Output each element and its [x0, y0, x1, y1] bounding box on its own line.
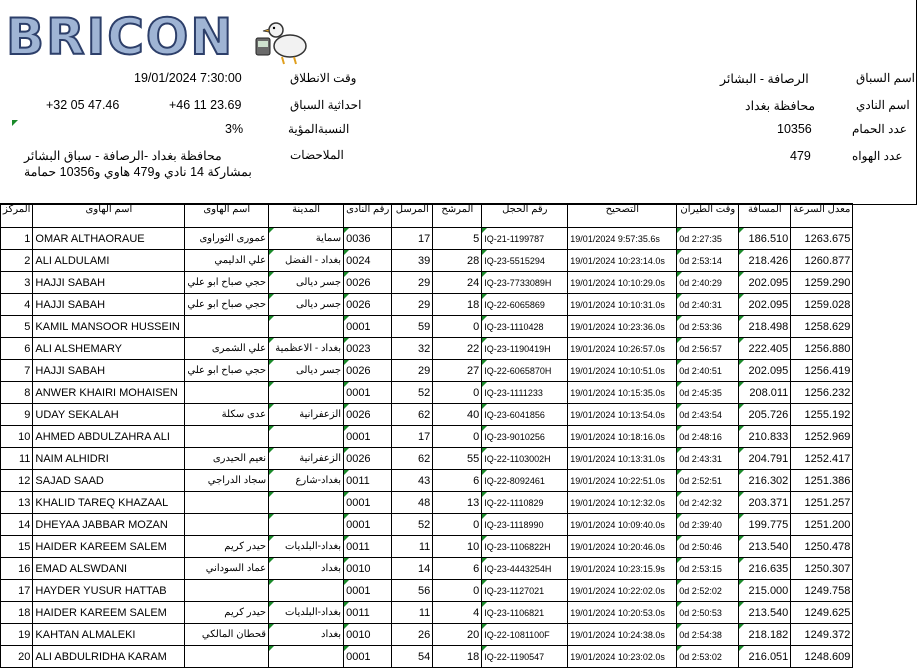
cell-fancier-ar — [185, 580, 269, 602]
cell-ring-no: IQ-23-1111233 — [482, 382, 568, 404]
cell-nominated: 22 — [433, 338, 482, 360]
cell-ring-no: IQ-22-1103002H — [482, 448, 568, 470]
cell-nominated: 55 — [433, 448, 482, 470]
cell-flight-time: 0d 2:42:32 — [677, 492, 739, 514]
cell-fancier-ar — [185, 426, 269, 448]
cell-speed: 1263.675 — [791, 228, 853, 250]
race-name-value: الرصافة - البشائر — [720, 72, 809, 86]
cell-nominated: 0 — [433, 514, 482, 536]
cell-rank: 13 — [1, 492, 33, 514]
cell-fancier-ar: عماد السوداني — [185, 558, 269, 580]
cell-speed: 1259.028 — [791, 294, 853, 316]
cell-flight-time: 0d 2:40:31 — [677, 294, 739, 316]
cell-fancier-en: HAIDER KAREEM SALEM — [33, 536, 185, 558]
cell-distance: 202.095 — [739, 272, 791, 294]
cell-rank: 18 — [1, 602, 33, 624]
cell-city — [269, 580, 344, 602]
cell-rank: 4 — [1, 294, 33, 316]
cell-fancier-ar: حيدر كريم — [185, 536, 269, 558]
cell-speed: 1256.880 — [791, 338, 853, 360]
cell-fancier-ar: عمورى الثوراوى — [185, 228, 269, 250]
cell-arrival-time: 19/01/2024 9:57:35.6s — [568, 228, 677, 250]
percent-label: النسبةالمؤية — [288, 122, 350, 136]
cell-rank: 9 — [1, 404, 33, 426]
cell-distance: 218.182 — [739, 624, 791, 646]
cell-distance: 199.775 — [739, 514, 791, 536]
cell-flight-time: 0d 2:43:31 — [677, 448, 739, 470]
cell-flight-time: 0d 2:53:15 — [677, 558, 739, 580]
cell-fancier-en: SAJAD SAAD — [33, 470, 185, 492]
cell-ring-no: IQ-23-1118990 — [482, 514, 568, 536]
marker-icon — [12, 120, 18, 126]
pigeon-clock-icon — [252, 8, 310, 66]
column-header-flight-time: وقت الطيران — [677, 204, 739, 228]
cell-club-no: 0026 — [344, 272, 392, 294]
cell-ring-no: IQ-23-1106822H — [482, 536, 568, 558]
cell-rank: 6 — [1, 338, 33, 360]
cell-ring-no: IQ-23-7733089H — [482, 272, 568, 294]
cell-nominated: 6 — [433, 470, 482, 492]
cell-fancier-ar — [185, 514, 269, 536]
column-header-nominated: المرشح — [433, 204, 482, 228]
cell-club-no: 0001 — [344, 492, 392, 514]
start-time-value: 19/01/2024 7:30:00 — [134, 71, 242, 85]
cell-fancier-en: ALI ABDULRIDHA KARAM — [33, 646, 185, 668]
cell-fancier-en: AHMED ABDULZAHRA ALI — [33, 426, 185, 448]
cell-sent: 11 — [392, 602, 433, 624]
cell-nominated: 4 — [433, 602, 482, 624]
cell-fancier-en: HAJJI SABAH — [33, 294, 185, 316]
table-header-row — [1, 204, 853, 228]
cell-distance: 215.000 — [739, 580, 791, 602]
cell-club-no: 0026 — [344, 294, 392, 316]
cell-arrival-time: 19/01/2024 10:20:53.0s — [568, 602, 677, 624]
cell-rank: 14 — [1, 514, 33, 536]
fancier-count-value: 479 — [790, 149, 811, 163]
cell-club-no: 0026 — [344, 404, 392, 426]
cell-ring-no: IQ-23-5515294 — [482, 250, 568, 272]
results-table — [0, 203, 853, 668]
cell-speed: 1260.877 — [791, 250, 853, 272]
table-row — [1, 338, 853, 360]
cell-ring-no: IQ-23-9010256 — [482, 426, 568, 448]
cell-nominated: 0 — [433, 316, 482, 338]
pigeon-count-label: عدد الحمام — [852, 122, 907, 136]
cell-distance: 208.011 — [739, 382, 791, 404]
cell-club-no: 0024 — [344, 250, 392, 272]
cell-flight-time: 0d 2:52:51 — [677, 470, 739, 492]
cell-club-no: 0011 — [344, 536, 392, 558]
cell-fancier-ar: حجي صباح ابو علي — [185, 294, 269, 316]
cell-fancier-ar — [185, 316, 269, 338]
cell-ring-no: IQ-22-6065870H — [482, 360, 568, 382]
table-row — [1, 646, 853, 668]
cell-city: بغداد - الفضل — [269, 250, 344, 272]
cell-ring-no: IQ-23-1127021 — [482, 580, 568, 602]
cell-speed: 1248.609 — [791, 646, 853, 668]
cell-fancier-en: ALI ALDULAMI — [33, 250, 185, 272]
table-row — [1, 514, 853, 536]
table-row — [1, 580, 853, 602]
cell-fancier-en: HAJJI SABAH — [33, 272, 185, 294]
coord-2: +32 05 47.46 — [46, 98, 120, 112]
cell-distance: 213.540 — [739, 602, 791, 624]
cell-club-no: 0001 — [344, 580, 392, 602]
cell-ring-no: IQ-21-1199787 — [482, 228, 568, 250]
cell-nominated: 18 — [433, 294, 482, 316]
cell-fancier-en: EMAD ALSWDANI — [33, 558, 185, 580]
cell-club-no: 0011 — [344, 602, 392, 624]
cell-ring-no: IQ-22-1081100F — [482, 624, 568, 646]
cell-rank: 8 — [1, 382, 33, 404]
bricon-logo — [6, 8, 306, 66]
cell-sent: 29 — [392, 294, 433, 316]
cell-distance: 205.726 — [739, 404, 791, 426]
cell-arrival-time: 19/01/2024 10:23:36.0s — [568, 316, 677, 338]
race-name-label: اسم السباق — [856, 71, 915, 85]
cell-distance: 202.095 — [739, 294, 791, 316]
cell-speed: 1256.419 — [791, 360, 853, 382]
cell-city: الزعفرانية — [269, 448, 344, 470]
cell-distance: 222.405 — [739, 338, 791, 360]
cell-flight-time: 0d 2:50:46 — [677, 536, 739, 558]
cell-city: جسر ديالى — [269, 360, 344, 382]
cell-speed: 1258.629 — [791, 316, 853, 338]
cell-sent: 29 — [392, 272, 433, 294]
column-header-distance: المسافة — [739, 204, 791, 228]
percent-value: 3% — [225, 122, 244, 136]
cell-club-no: 0010 — [344, 624, 392, 646]
cell-nominated: 27 — [433, 360, 482, 382]
cell-speed: 1249.758 — [791, 580, 853, 602]
cell-fancier-en: ANWER KHAIRI MOHAISEN — [33, 382, 185, 404]
cell-nominated: 10 — [433, 536, 482, 558]
cell-rank: 16 — [1, 558, 33, 580]
cell-sent: 48 — [392, 492, 433, 514]
cell-club-no: 0036 — [344, 228, 392, 250]
cell-arrival-time: 19/01/2024 10:10:31.0s — [568, 294, 677, 316]
cell-flight-time: 0d 2:48:16 — [677, 426, 739, 448]
cell-fancier-en: ALI ALSHEMARY — [33, 338, 185, 360]
cell-speed: 1255.192 — [791, 404, 853, 426]
table-row — [1, 294, 853, 316]
cell-city — [269, 316, 344, 338]
cell-sent: 39 — [392, 250, 433, 272]
cell-fancier-en: OMAR ALTHAORAUE — [33, 228, 185, 250]
cell-fancier-ar: علي الشمرى — [185, 338, 269, 360]
table-row — [1, 492, 853, 514]
cell-sent: 43 — [392, 470, 433, 492]
cell-fancier-ar — [185, 646, 269, 668]
cell-fancier-ar: سجاد الدراجي — [185, 470, 269, 492]
column-header-fancier-en: اسم الهاوى — [33, 204, 185, 228]
cell-speed: 1259.290 — [791, 272, 853, 294]
cell-ring-no: IQ-23-4443254H — [482, 558, 568, 580]
cell-nominated: 18 — [433, 646, 482, 668]
table-row — [1, 602, 853, 624]
column-header-club-no: رقم النادى — [344, 204, 392, 228]
cell-arrival-time: 19/01/2024 10:13:31.0s — [568, 448, 677, 470]
cell-sent: 52 — [392, 382, 433, 404]
cell-city — [269, 646, 344, 668]
cell-flight-time: 0d 2:53:36 — [677, 316, 739, 338]
cell-sent: 62 — [392, 404, 433, 426]
cell-arrival-time: 19/01/2024 10:24:38.0s — [568, 624, 677, 646]
cell-city: الزعفرانية — [269, 404, 344, 426]
cell-arrival-time: 19/01/2024 10:23:15.9s — [568, 558, 677, 580]
cell-ring-no: IQ-23-1190419H — [482, 338, 568, 360]
cell-flight-time: 0d 2:52:02 — [677, 580, 739, 602]
cell-distance: 216.635 — [739, 558, 791, 580]
cell-arrival-time: 19/01/2024 10:10:29.0s — [568, 272, 677, 294]
cell-fancier-ar: قحطان المالكي — [185, 624, 269, 646]
cell-flight-time: 0d 2:39:40 — [677, 514, 739, 536]
cell-distance: 213.540 — [739, 536, 791, 558]
cell-nominated: 5 — [433, 228, 482, 250]
notes-label: الملاحضات — [290, 148, 344, 162]
cell-ring-no: IQ-23-6041856 — [482, 404, 568, 426]
cell-sent: 62 — [392, 448, 433, 470]
table-row — [1, 382, 853, 404]
cell-rank: 15 — [1, 536, 33, 558]
cell-club-no: 0026 — [344, 448, 392, 470]
cell-speed: 1250.307 — [791, 558, 853, 580]
cell-distance: 216.302 — [739, 470, 791, 492]
cell-distance: 202.095 — [739, 360, 791, 382]
cell-club-no: 0023 — [344, 338, 392, 360]
table-row — [1, 470, 853, 492]
cell-fancier-en: KAHTAN ALMALEKI — [33, 624, 185, 646]
coord-1: +46 11 23.69 — [169, 98, 242, 112]
cell-rank: 2 — [1, 250, 33, 272]
cell-flight-time: 0d 2:40:29 — [677, 272, 739, 294]
cell-ring-no: IQ-22-1110829 — [482, 492, 568, 514]
cell-city — [269, 492, 344, 514]
cell-flight-time: 0d 2:43:54 — [677, 404, 739, 426]
notes-value: محافظة بغداد -الرصافة - سباق البشائر بمشاركة 14 نادي و479 هاوي و10356 حمامة — [24, 149, 252, 179]
cell-speed: 1250.478 — [791, 536, 853, 558]
cell-fancier-ar: حيدر كريم — [185, 602, 269, 624]
cell-fancier-en: UDAY SEKALAH — [33, 404, 185, 426]
pigeon-count-value: 10356 — [777, 122, 812, 136]
column-header-sent: المرسل — [392, 204, 433, 228]
cell-club-no: 0001 — [344, 316, 392, 338]
cell-nominated: 0 — [433, 426, 482, 448]
cell-city: بغداد — [269, 558, 344, 580]
cell-fancier-ar: نعيم الحيدرى — [185, 448, 269, 470]
cell-fancier-ar — [185, 382, 269, 404]
cell-ring-no: IQ-23-1106821 — [482, 602, 568, 624]
cell-sent: 26 — [392, 624, 433, 646]
cell-sent: 14 — [392, 558, 433, 580]
cell-sent: 17 — [392, 426, 433, 448]
table-row — [1, 360, 853, 382]
cell-rank: 20 — [1, 646, 33, 668]
cell-sent: 52 — [392, 514, 433, 536]
cell-speed: 1251.200 — [791, 514, 853, 536]
table-row — [1, 272, 853, 294]
cell-distance: 218.498 — [739, 316, 791, 338]
cell-club-no: 0001 — [344, 646, 392, 668]
cell-fancier-ar: عدى سكلة — [185, 404, 269, 426]
club-name-label: اسم النادي — [856, 98, 910, 112]
cell-city — [269, 514, 344, 536]
cell-fancier-en: NAIM ALHIDRI — [33, 448, 185, 470]
cell-nominated: 13 — [433, 492, 482, 514]
cell-club-no: 0011 — [344, 470, 392, 492]
start-time-label: وقت الانطلاق — [290, 71, 357, 85]
cell-city: جسر ديالى — [269, 294, 344, 316]
cell-distance: 218.426 — [739, 250, 791, 272]
cell-club-no: 0010 — [344, 558, 392, 580]
cell-speed: 1256.232 — [791, 382, 853, 404]
cell-flight-time: 0d 2:45:35 — [677, 382, 739, 404]
cell-nominated: 28 — [433, 250, 482, 272]
cell-flight-time: 0d 2:56:57 — [677, 338, 739, 360]
cell-flight-time: 0d 2:40:51 — [677, 360, 739, 382]
cell-flight-time: 0d 2:27:35 — [677, 228, 739, 250]
cell-club-no: 0026 — [344, 360, 392, 382]
cell-arrival-time: 19/01/2024 10:23:02.0s — [568, 646, 677, 668]
cell-city: بغداد - الاعظمية — [269, 338, 344, 360]
cell-arrival-time: 19/01/2024 10:12:32.0s — [568, 492, 677, 514]
cell-ring-no: IQ-23-1110428 — [482, 316, 568, 338]
cell-fancier-en: DHEYAA JABBAR MOZAN — [33, 514, 185, 536]
table-row — [1, 624, 853, 646]
cell-sent: 11 — [392, 536, 433, 558]
cell-city — [269, 382, 344, 404]
cell-fancier-en: KAMIL MANSOOR HUSSEIN — [33, 316, 185, 338]
cell-distance: 204.791 — [739, 448, 791, 470]
column-header-city: المدينة — [269, 204, 344, 228]
cell-rank: 7 — [1, 360, 33, 382]
cell-fancier-ar: علي الدليمي — [185, 250, 269, 272]
cell-arrival-time: 19/01/2024 10:15:35.0s — [568, 382, 677, 404]
brand-text: BRICON — [6, 8, 235, 66]
cell-arrival-time: 19/01/2024 10:26:57.0s — [568, 338, 677, 360]
column-header-rank: المركز — [1, 204, 33, 228]
cell-ring-no: IQ-22-8092461 — [482, 470, 568, 492]
cell-rank: 10 — [1, 426, 33, 448]
cell-speed: 1249.372 — [791, 624, 853, 646]
cell-rank: 11 — [1, 448, 33, 470]
cell-nominated: 24 — [433, 272, 482, 294]
cell-distance: 216.051 — [739, 646, 791, 668]
table-row — [1, 448, 853, 470]
table-row — [1, 316, 853, 338]
cell-sent: 59 — [392, 316, 433, 338]
column-header-fancier-ar: اسم الهاوى — [185, 204, 269, 228]
cell-club-no: 0001 — [344, 382, 392, 404]
cell-flight-time: 0d 2:53:02 — [677, 646, 739, 668]
cell-city: بغداد-شارع — [269, 470, 344, 492]
cell-fancier-ar: حجي صباح ابو علي — [185, 360, 269, 382]
cell-arrival-time: 19/01/2024 10:22:51.0s — [568, 470, 677, 492]
club-name-value: محافظة بغداد — [745, 99, 816, 113]
cell-rank: 3 — [1, 272, 33, 294]
cell-sent: 56 — [392, 580, 433, 602]
cell-nominated: 40 — [433, 404, 482, 426]
cell-arrival-time: 19/01/2024 10:09:40.0s — [568, 514, 677, 536]
cell-flight-time: 0d 2:54:38 — [677, 624, 739, 646]
table-row — [1, 228, 853, 250]
cell-nominated: 20 — [433, 624, 482, 646]
cell-flight-time: 0d 2:50:53 — [677, 602, 739, 624]
cell-fancier-ar: حجي صباح ابو علي — [185, 272, 269, 294]
column-header-ring-no: رقم الحجل — [482, 204, 568, 228]
cell-fancier-ar — [185, 492, 269, 514]
race-header — [0, 0, 917, 205]
cell-sent: 54 — [392, 646, 433, 668]
cell-arrival-time: 19/01/2024 10:23:14.0s — [568, 250, 677, 272]
cell-sent: 32 — [392, 338, 433, 360]
table-row — [1, 558, 853, 580]
cell-rank: 5 — [1, 316, 33, 338]
cell-ring-no: IQ-22-6065869 — [482, 294, 568, 316]
cell-nominated: 0 — [433, 580, 482, 602]
cell-fancier-en: KHALID TAREQ KHAZAAL — [33, 492, 185, 514]
cell-flight-time: 0d 2:53:14 — [677, 250, 739, 272]
cell-speed: 1251.257 — [791, 492, 853, 514]
cell-club-no: 0001 — [344, 426, 392, 448]
cell-speed: 1249.625 — [791, 602, 853, 624]
cell-club-no: 0001 — [344, 514, 392, 536]
cell-rank: 17 — [1, 580, 33, 602]
table-row — [1, 404, 853, 426]
cell-rank: 1 — [1, 228, 33, 250]
coords-label: احداثية السباق — [290, 98, 362, 112]
cell-fancier-en: HAJJI SABAH — [33, 360, 185, 382]
cell-distance: 203.371 — [739, 492, 791, 514]
table-body — [1, 228, 853, 668]
cell-arrival-time: 19/01/2024 10:10:51.0s — [568, 360, 677, 382]
cell-nominated: 6 — [433, 558, 482, 580]
cell-rank: 12 — [1, 470, 33, 492]
cell-fancier-en: HAIDER KAREEM SALEM — [33, 602, 185, 624]
cell-arrival-time: 19/01/2024 10:20:46.0s — [568, 536, 677, 558]
cell-city: بغداد-البلديات — [269, 536, 344, 558]
fancier-count-label: عدد الهواه — [852, 149, 903, 163]
cell-rank: 19 — [1, 624, 33, 646]
table-row — [1, 250, 853, 272]
cell-city: جسر ديالى — [269, 272, 344, 294]
cell-city: بغداد-البلديات — [269, 602, 344, 624]
table-row — [1, 426, 853, 448]
cell-sent: 17 — [392, 228, 433, 250]
cell-arrival-time: 19/01/2024 10:18:16.0s — [568, 426, 677, 448]
table-row — [1, 536, 853, 558]
cell-city: سماية — [269, 228, 344, 250]
cell-speed: 1251.386 — [791, 470, 853, 492]
cell-distance: 210.833 — [739, 426, 791, 448]
cell-nominated: 0 — [433, 382, 482, 404]
cell-arrival-time: 19/01/2024 10:13:54.0s — [568, 404, 677, 426]
cell-speed: 1252.969 — [791, 426, 853, 448]
cell-city: بغداد — [269, 624, 344, 646]
cell-arrival-time: 19/01/2024 10:22:02.0s — [568, 580, 677, 602]
column-header-arrival-time: التصحيح — [568, 204, 677, 228]
cell-sent: 29 — [392, 360, 433, 382]
cell-city — [269, 426, 344, 448]
cell-speed: 1252.417 — [791, 448, 853, 470]
cell-fancier-en: HAYDER YUSUR HATTAB — [33, 580, 185, 602]
cell-ring-no: IQ-22-1190547 — [482, 646, 568, 668]
column-header-speed: معدل السرعة — [791, 204, 853, 228]
cell-distance: 186.510 — [739, 228, 791, 250]
